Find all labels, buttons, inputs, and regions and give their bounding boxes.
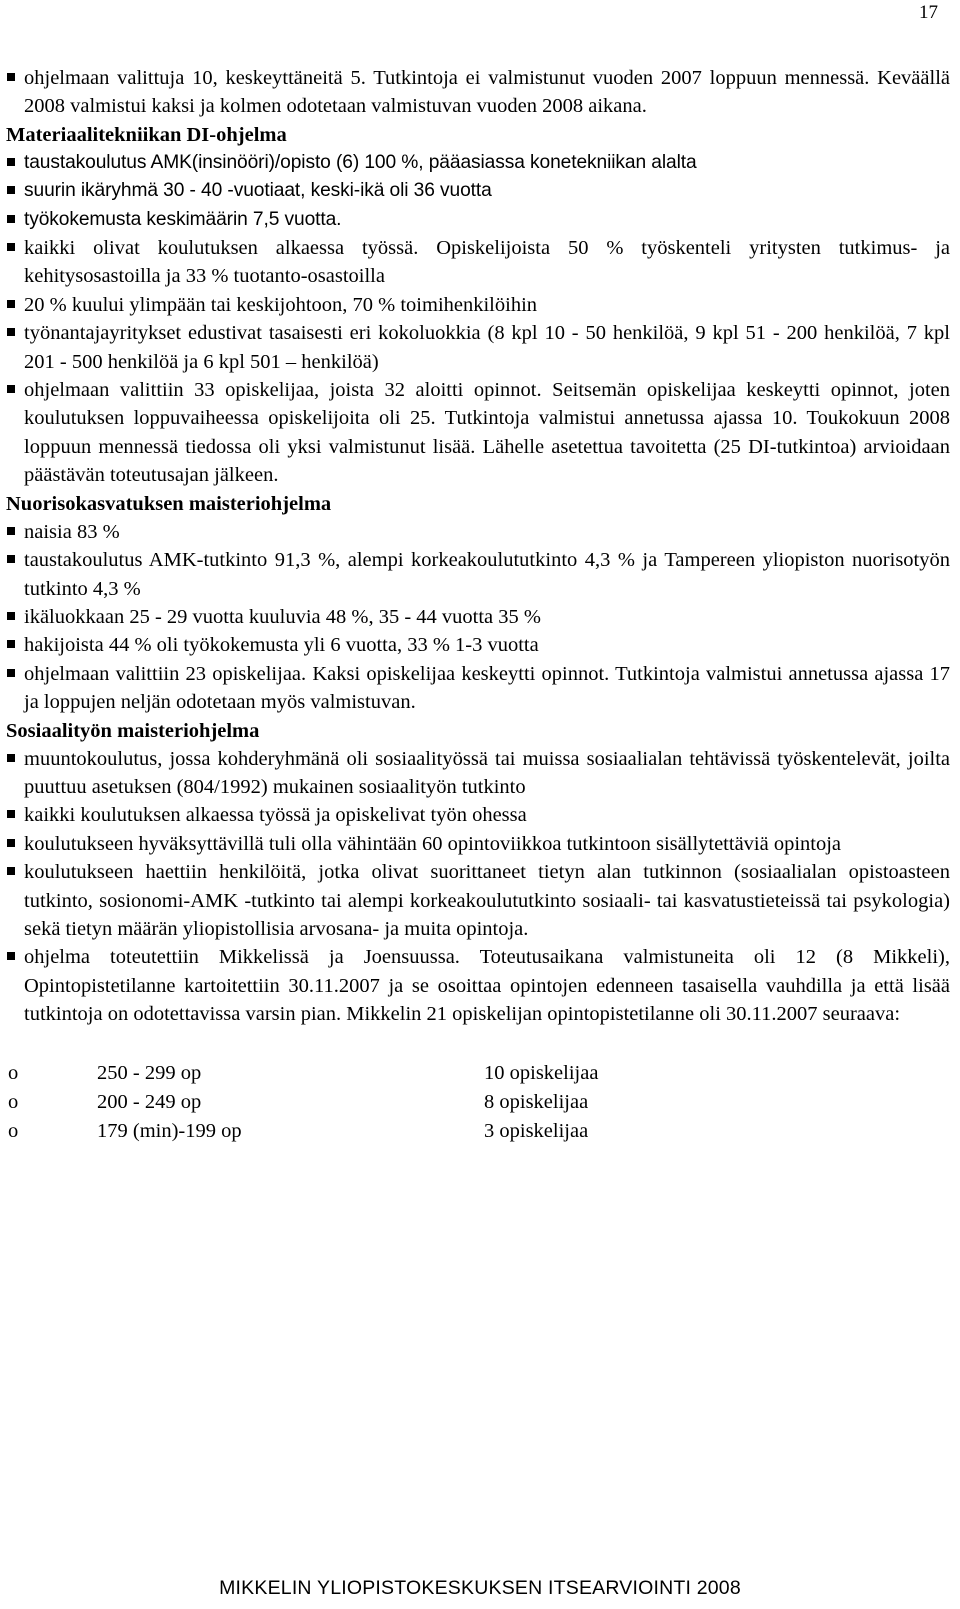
student-count: 3 opiskelijaa [484,1119,589,1142]
list-item: muuntokoulutus, jossa kohderyhmänä oli sosiaalityössä tai muissa sosiaalialan tehtävissä työskentelevät, joilta puuttuu asetuksen (804/1992) mukainen sosiaalityön tutkinto [6,745,950,802]
list-item: taustakoulutus AMK-tutkinto 91,3 %, alempi korkeakoulututkinto 4,3 % ja Tampereen yliopiston nuorisotyön tutkinto 4,3 % [6,546,950,603]
table-row [6,1091,598,1120]
square-bullet-icon [7,158,15,166]
square-bullet-icon [7,669,15,677]
document-body [6,64,950,1149]
page-number: 17 [919,2,938,23]
list-item: työnantajayritykset edustivat tasaisesti eri kokoluokkia (8 kpl 10 - 50 henkilöä, 9 kpl 51 - 200 henkilöä, 7 kpl 201 - 500 henkilöä ja 6 kpl 501 – henkilöä) [6,319,950,376]
square-bullet-icon [7,243,15,251]
square-bullet-icon [7,612,15,620]
credit-distribution-table [6,1062,598,1149]
bullet-list [6,149,950,490]
square-bullet-icon [7,328,15,336]
list-item: kaikki koulutuksen alkaessa työssä ja opiskelivat työn ohessa [6,801,950,829]
section-heading: Sosiaalityön maisteriohjelma [6,719,260,742]
section-heading: Nuorisokasvatuksen maisteriohjelma [6,492,332,515]
list-item: ohjelmaan valittiin 33 opiskelijaa, joista 32 aloitti opinnot. Seitsemän opiskelijaa keskeytti opinnot, joten koulutuksen loppuvaiheessa opiskelijoita oli 25. Tutkintoja valmistui annetussa ajassa 10. Toukokuun 2008 loppuun mennessä tiedossa oli yksi valmistunut lisää. Lähelle asetettua tavoitetta (25 DI-tutkintoa) arvioidaan päästävän toteutusajan jälkeen. [6,376,950,490]
list-item: koulutukseen haettiin henkilöitä, jotka olivat suorittaneet tietyn alan tutkinnon (sosiaalialan opistoasteen tutkinto, sosionomi-AMK -tutkinto tai alempi korkeakoulututkinto sosiaali- tai kasvatustieteissä tai psykologia) sekä tietyn määrän yliopistollisia arvosana- ja muita opintoja. [6,858,950,943]
intro-bullet-list [6,64,950,121]
bullet-list [6,745,950,1029]
circle-bullet-icon: o [8,1090,19,1113]
list-item: naisia 83 % [6,518,950,546]
list-item: suurin ikäryhmä 30 - 40 -vuotiaat, keski-ikä oli 36 vuotta [6,177,950,205]
square-bullet-icon [7,754,15,762]
bullet-list [6,518,950,717]
table-row [6,1062,598,1091]
list-item: 20 % kuului ylimpään tai keskijohtoon, 70 % toimihenkilöihin [6,291,950,319]
list-item: työkokemusta keskimäärin 7,5 vuotta. [6,206,950,234]
square-bullet-icon [7,555,15,563]
square-bullet-icon [7,839,15,847]
student-count: 8 opiskelijaa [484,1090,589,1113]
square-bullet-icon [7,952,15,960]
list-item: kaikki olivat koulutuksen alkaessa työssä. Opiskelijoista 50 % työskenteli yritysten tutkimus- ja kehitysosastoilla ja 33 % tuotanto-osastoilla [6,234,950,291]
student-count: 10 opiskelijaa [484,1061,599,1084]
list-item: ohjelmaan valittuja 10, keskeyttäneitä 5. Tutkintoja ei valmistunut vuoden 2007 loppuun mennessä. Keväällä 2008 valmistui kaksi ja kolmen odotetaan valmistuvan vuoden 2008 aikana. [6,64,950,121]
list-item: ikäluokkaan 25 - 29 vuotta kuuluvia 48 %, 35 - 44 vuotta 35 % [6,603,950,631]
table-row [6,1120,598,1149]
credit-range: 250 - 299 op [97,1061,202,1084]
list-item: taustakoulutus AMK(insinööri)/opisto (6) 100 %, pääasiassa konetekniikan alalta [6,149,950,177]
circle-bullet-icon: o [8,1119,19,1142]
credit-range: 200 - 249 op [97,1090,202,1113]
square-bullet-icon [7,867,15,875]
list-item: hakijoista 44 % oli työkokemusta yli 6 vuotta, 33 % 1-3 vuotta [6,631,950,659]
list-item: koulutukseen hyväksyttävillä tuli olla vähintään 60 opintoviikkoa tutkintoon sisällytettäviä opintoja [6,830,950,858]
square-bullet-icon [7,300,15,308]
credit-range: 179 (min)-199 op [97,1119,242,1142]
list-item: ohjelmaan valittiin 23 opiskelijaa. Kaksi opiskelijaa keskeytti opinnot. Tutkintoja valmistui annetussa ajassa 17 ja loppujen neljän odotetaan myös valmistuvan. [6,660,950,717]
square-bullet-icon [7,73,15,81]
square-bullet-icon [7,385,15,393]
square-bullet-icon [7,527,15,535]
square-bullet-icon [7,215,15,223]
section-heading: Materiaalitekniikan DI-ohjelma [6,123,287,146]
square-bullet-icon [7,186,15,194]
square-bullet-icon [7,810,15,818]
page-footer: MIKKELIN YLIOPISTOKESKUKSEN ITSEARVIOINTI 2008 [219,1577,741,1599]
square-bullet-icon [7,640,15,648]
list-item: ohjelma toteutettiin Mikkelissä ja Joensuussa. Toteutusaikana valmistuneita oli 12 (8 Mikkeli), Opintopistetilanne kartoitettiin 30.11.2007 ja se osoittaa opintojen edenneen tasaisella vauhdilla ja että lisää tutkintoja on odotettavissa varsin pian. Mikkelin 21 opiskelijan opintopistetilanne oli 30.11.2007 seuraava: [6,943,950,1028]
circle-bullet-icon: o [8,1061,19,1084]
